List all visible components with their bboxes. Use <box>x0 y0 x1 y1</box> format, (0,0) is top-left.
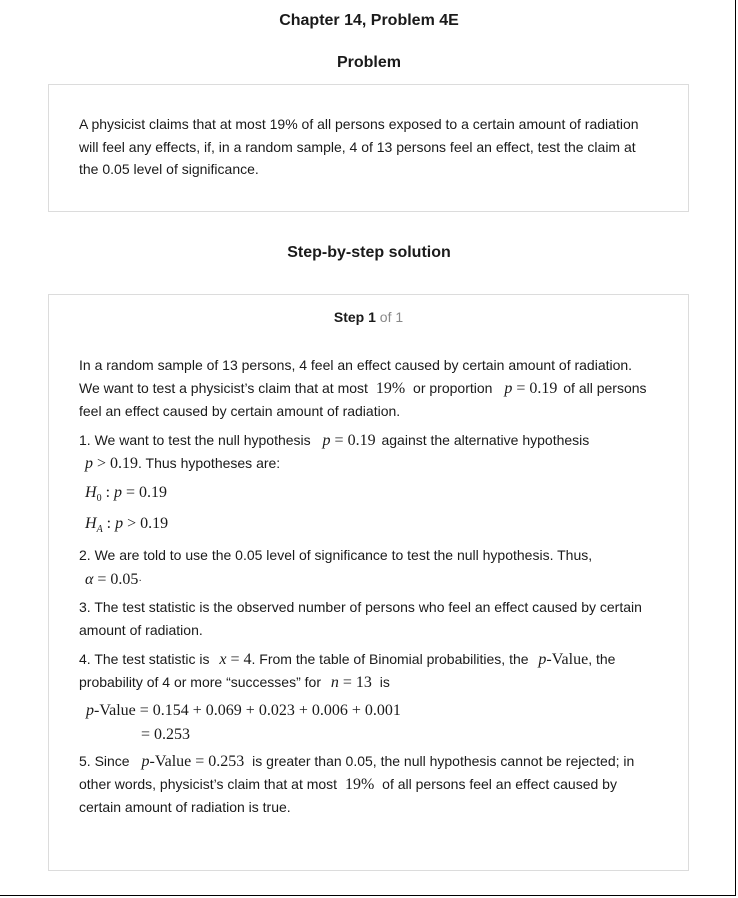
intro-line-3: feel an effect caused by certain amount of radiation. <box>79 403 401 419</box>
step4-line-2 <box>79 674 390 692</box>
math-pvalue-0253: p-Value = 0.253 <box>141 753 245 770</box>
problem-heading: Problem <box>336 54 401 71</box>
step1-line-1 <box>79 432 589 450</box>
intro-text-c: of all persons <box>563 380 647 396</box>
step-word: Step <box>333 309 365 325</box>
step4-line-1 <box>79 651 615 669</box>
step5-text-b: is greater than 0.05, the null hypothesis cannot be rejected; in <box>252 753 635 769</box>
math-null-hyp: p = 0.19 <box>322 432 376 449</box>
hypothesis-ha: $H_A$ : p > 0.19 <box>85 515 169 536</box>
step4-text-b: . From the table of Binomial probabilities, the <box>251 651 529 667</box>
step5-line-1 <box>79 753 634 771</box>
step2-line-1: 2. We are told to use the 0.05 level of significance to test the null hypothesis. Thus, <box>79 547 593 563</box>
step3-line-1: 3. The test statistic is the observed number of persons who feel an effect caused by certain <box>79 599 642 615</box>
intro-text-a: We want to test a physicist’s claim that at most <box>79 380 368 396</box>
step1-text-c: . Thus hypotheses are: <box>138 455 281 471</box>
step5-line-3: certain amount of radiation is true. <box>79 799 291 815</box>
math-alt-hyp: p > 0.19 <box>85 455 139 472</box>
intro-line-1: In a random sample of 13 persons, 4 feel an effect caused by certain amount of radiation. <box>79 357 633 373</box>
step1-line-2 <box>79 455 280 473</box>
problem-box <box>48 84 689 212</box>
math-p-019: p = 0.19 <box>504 380 558 397</box>
step4-text-d: probability of 4 or more “successes” for <box>79 674 321 690</box>
equation-pvalue-sum: p-Value = 0.154 + 0.069 + 0.023 + 0.006 + 0.001 <box>86 702 401 719</box>
problem-text: A physicist claims that at most 19% of all persons exposed to a certain amount of radiation will feel any effects, if, in a random sample, 4 of 13 persons feel an effect, test the claim at the 0.05 level of significance. <box>79 116 639 177</box>
step5-text-d: of all persons feel an effect caused by <box>382 776 617 792</box>
step4-text-c: , the <box>588 651 616 667</box>
hypothesis-h0: $H_0$ : p = 0.19 <box>85 484 168 505</box>
step5-line-2 <box>79 776 617 794</box>
step1-text-b: against the alternative hypothesis <box>381 432 590 448</box>
step1-text-a: 1. We want to test the null hypothesis <box>79 432 311 448</box>
math-n-13: n = 13 <box>330 674 372 691</box>
math-x-4: x = 4 <box>219 651 252 668</box>
math-19pct-b: 19% <box>344 776 375 793</box>
step5-text-c: other words, physicist’s claim that at most <box>79 776 338 792</box>
step3-line-2: amount of radiation. <box>79 622 203 638</box>
step5-text-a: 5. Since <box>79 753 130 769</box>
step4-text-a: 4. The test statistic is <box>79 651 210 667</box>
intro-text-b: or proportion <box>413 380 493 396</box>
solution-heading: Step-by-step solution <box>287 244 451 261</box>
step-number: 1 <box>368 309 376 325</box>
equation-pvalue-result: = 0.253 <box>141 726 191 743</box>
math-alpha: α = 0.05· <box>85 571 142 588</box>
step4-text-e: is <box>379 674 390 690</box>
step-indicator <box>49 309 688 325</box>
step-total: of 1 <box>379 309 404 325</box>
math-19pct: 19% <box>375 380 406 397</box>
page-title: Chapter 14, Problem 4E <box>279 12 459 29</box>
math-pvalue-label: p-Value <box>538 651 589 668</box>
intro-line-2 <box>79 380 647 398</box>
